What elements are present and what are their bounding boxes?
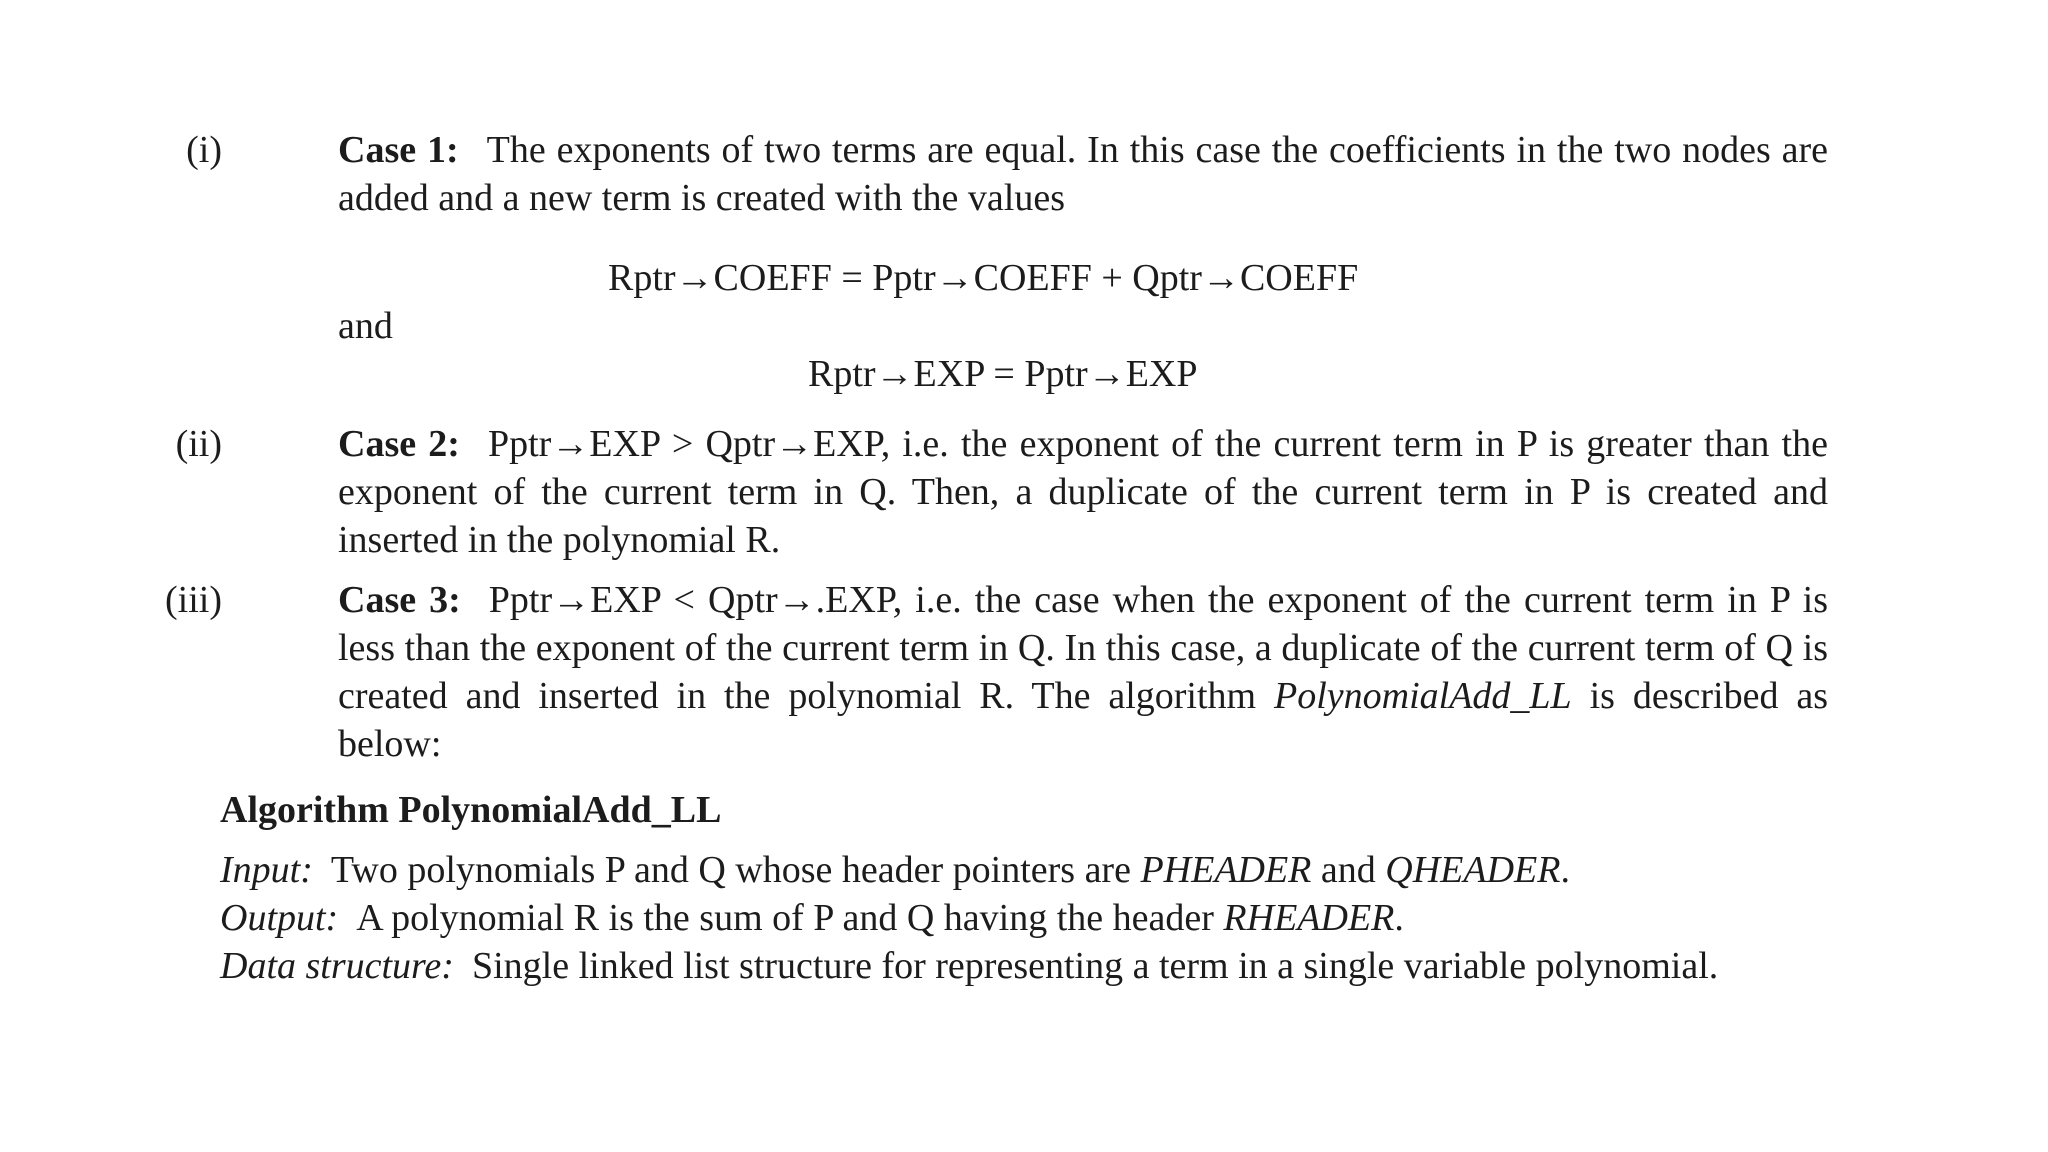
case-3-body (338, 576, 1828, 768)
algorithm-data-structure (220, 942, 1828, 990)
case-2-title: Case 2: (338, 423, 460, 465)
algorithm-name-inline: PolynomialAdd_LL (1274, 675, 1572, 717)
input-var-qheader: QHEADER (1385, 849, 1561, 891)
output-text-1: A polynomial R is the sum of P and Q having the header (356, 897, 1214, 939)
case-3 (165, 576, 1829, 768)
case-3-text-end: is described as below: (338, 675, 1829, 765)
case-3-number: (iii) (165, 579, 222, 621)
case-2-text: Pptr→EXP > Qptr→EXP, i.e. the exponent of the current term in P is greater than the exponent of the current term in Q. Then, a duplicate of the current term in P is created and inserted in the polynomial R. (338, 423, 1828, 561)
case-2 (175, 420, 1828, 564)
formula-connector: and (338, 305, 393, 347)
case-1-text: The exponents of two terms are equal. In this case the coefficients in the two nodes are added and a new term is created with the values (338, 129, 1828, 219)
output-text-2: . (1394, 897, 1404, 939)
input-var-pheader: PHEADER (1140, 849, 1312, 891)
input-text-3: . (1560, 849, 1570, 891)
algorithm-title: Algorithm PolynomialAdd_LL (220, 789, 722, 831)
case-1-title: Case 1: (338, 129, 459, 171)
case-3-text: Pptr→EXP < Qptr→.EXP, i.e. the case when the exponent of the current term in P is less than the exponent of the current term in Q. In this case, a duplicate of the current term of Q is created and inserted in the polynomial R. The algorithm (338, 579, 1828, 717)
algorithm-input (220, 846, 1828, 894)
input-label: Input: (220, 849, 313, 891)
case-3-title: Case 3: (338, 579, 461, 621)
output-label: Output: (220, 897, 339, 939)
data-structure-label: Data structure: (220, 945, 454, 987)
formula-exp: Rptr→EXP = Pptr→EXP (808, 353, 1198, 395)
case-1 (186, 126, 1828, 222)
case-1-body (338, 126, 1828, 222)
data-structure-text: Single linked list structure for representing a term in a single variable polynomial. (471, 945, 1719, 987)
output-var-rheader: RHEADER (1223, 897, 1395, 939)
case-2-body (338, 420, 1828, 564)
algorithm-output (220, 894, 1828, 942)
input-text-1: Two polynomials P and Q whose header pointers are (330, 849, 1131, 891)
case-1-number: (i) (186, 129, 222, 171)
formula-coeff: Rptr→COEFF = Pptr→COEFF + Qptr→COEFF (608, 257, 1359, 299)
input-text-2: and (1320, 849, 1376, 891)
case-2-number: (ii) (175, 423, 222, 465)
